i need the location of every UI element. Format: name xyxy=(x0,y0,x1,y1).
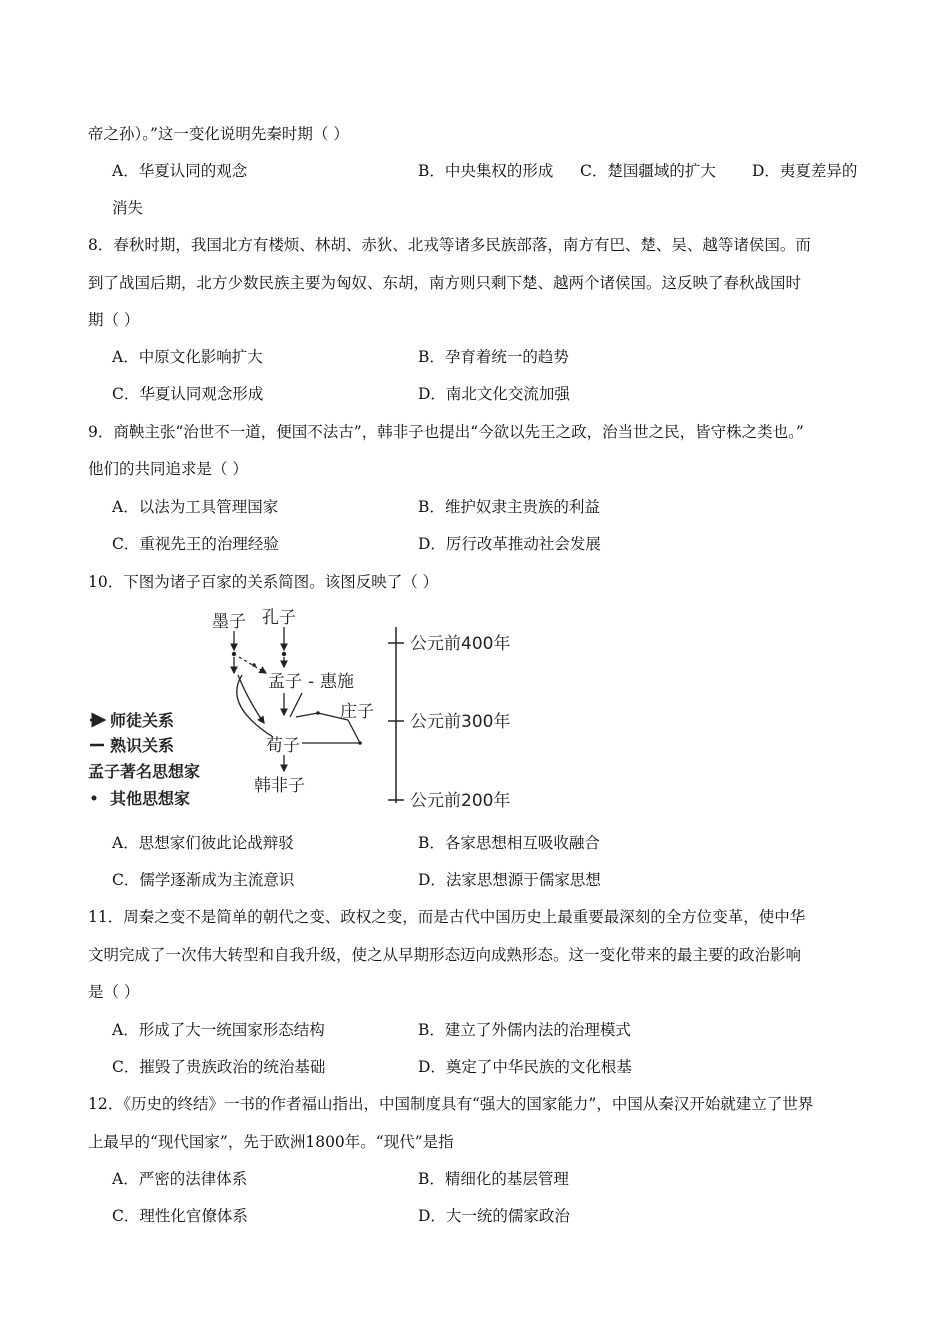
q12-option-a[interactable]: A．严密的法律体系 xyxy=(112,1170,248,1188)
q7-option-d-cont: 消失 xyxy=(112,199,144,217)
thinkers-relationship-diagram xyxy=(88,605,548,820)
q10-option-b[interactable]: B．各家思想相互吸收融合 xyxy=(418,834,600,852)
name-mengzi: 孟子 xyxy=(268,672,302,692)
legend-acquaintance: 熟识关系 xyxy=(110,736,175,755)
name-zhuangzi: 庄子 xyxy=(340,702,374,722)
q9-option-c[interactable]: C．重视先王的治理经验 xyxy=(112,535,279,553)
q8-stem-line2: 到了战国后期，北方少数民族主要为匈奴、东胡，南方则只剩下楚、越两个诸侯国。这反映了春秋战国时 xyxy=(88,274,802,292)
q7-option-c[interactable]: C．楚国疆域的扩大 xyxy=(580,162,716,180)
q9-stem-line1: 9．商鞅主张“治世不一道，便国不法古”，韩非子也提出“今欲以先王之政，治当世之民，皆守株之类也。” xyxy=(88,423,804,441)
q11-option-b[interactable]: B．建立了外儒内法的治理模式 xyxy=(418,1021,631,1039)
q9-option-b[interactable]: B．维护奴隶主贵族的利益 xyxy=(418,498,600,516)
timeline-300bc: 公元前300年 xyxy=(410,712,511,732)
q12-option-b[interactable]: B．精细化的基层管理 xyxy=(418,1170,569,1188)
legend-dot-icon xyxy=(92,796,97,801)
name-mozi: 墨子 xyxy=(212,612,246,632)
q7-option-a[interactable]: A．华夏认同的观念 xyxy=(112,162,248,180)
q9-stem-line2: 他们的共同追求是（ ） xyxy=(88,460,248,478)
legend-other-thinker: 其他思想家 xyxy=(110,789,191,808)
q12-stem-line2: 上最早的“现代国家”，先于欧洲1800年。“现代”是指 xyxy=(88,1133,454,1151)
q7-option-d[interactable]: D．夷夏差异的 xyxy=(752,162,858,180)
q11-option-c[interactable]: C．摧毁了贵族政治的统治基础 xyxy=(112,1058,326,1076)
q8-option-c[interactable]: C．华夏认同观念形成 xyxy=(112,385,264,403)
q8-option-a[interactable]: A．中原文化影响扩大 xyxy=(112,348,263,366)
q10-option-c[interactable]: C．儒学逐渐成为主流意识 xyxy=(112,871,295,889)
legend-famous-thinker: 孟子著名思想家 xyxy=(88,762,201,781)
q8-stem-line1: 8．春秋时期，我国北方有楼烦、林胡、赤狄、北戎等诸多民族部落，南方有巴、楚、吴、越等诸侯国。而 xyxy=(88,236,811,254)
q12-stem-line1: 12．《历史的终结》一书的作者福山指出，中国制度具有“强大的国家能力”，中国从秦汉开始就建立了世界 xyxy=(88,1095,814,1113)
q10-option-a[interactable]: A．思想家们彼此论战辩驳 xyxy=(112,834,294,852)
q12-option-d[interactable]: D．大一统的儒家政治 xyxy=(418,1207,570,1225)
q7-tail: 帝之孙）。”这一变化说明先秦时期（ ） xyxy=(88,125,349,143)
q8-stem-line3: 期（ ） xyxy=(88,311,140,329)
timeline-400bc: 公元前400年 xyxy=(410,634,511,654)
other-thinker-dots xyxy=(232,652,362,745)
q9-option-a[interactable]: A．以法为工具管理国家 xyxy=(112,498,279,516)
name-hanfeizi: 韩非子 xyxy=(254,776,305,796)
q11-stem-line1: 11．周秦之变不是简单的朝代之变、政权之变，而是古代中国历史上最重要最深刻的全方位变革，使中华 xyxy=(88,908,806,926)
q12-option-c[interactable]: C．理性化官僚体系 xyxy=(112,1207,248,1225)
q9-option-d[interactable]: D．厉行改革推动社会发展 xyxy=(418,535,601,553)
name-kongzi: 孔子 xyxy=(262,608,296,628)
name-huishi: 惠施 xyxy=(320,672,354,692)
timeline-200bc: 公元前200年 xyxy=(410,791,511,811)
q11-option-d[interactable]: D．奠定了中华民族的文化根基 xyxy=(418,1058,632,1076)
name-xunzi: 荀子 xyxy=(266,736,300,756)
timeline xyxy=(388,627,510,811)
q10-stem-line1: 10．下图为诸子百家的关系简图。该图反映了（ ） xyxy=(88,573,439,591)
q8-option-d[interactable]: D．南北文化交流加强 xyxy=(418,385,570,403)
legend-teacher-student: 师徒关系 xyxy=(110,711,175,730)
legend xyxy=(88,711,200,808)
q11-stem-line3: 是（ ） xyxy=(88,983,140,1001)
q10-option-d[interactable]: D．法家思想源于儒家思想 xyxy=(418,871,601,889)
q11-option-a[interactable]: A．形成了大一统国家形态结构 xyxy=(112,1021,325,1039)
q11-stem-line2: 文明完成了一次伟大转型和自我升级，使之从早期形态迈向成熟形态。这一变化带来的最主要的政治影响 xyxy=(88,946,802,964)
q7-option-b[interactable]: B．中央集权的形成 xyxy=(418,162,554,180)
separator-dash: - xyxy=(308,672,315,692)
q8-option-b[interactable]: B．孕育着统一的趋势 xyxy=(418,348,569,366)
